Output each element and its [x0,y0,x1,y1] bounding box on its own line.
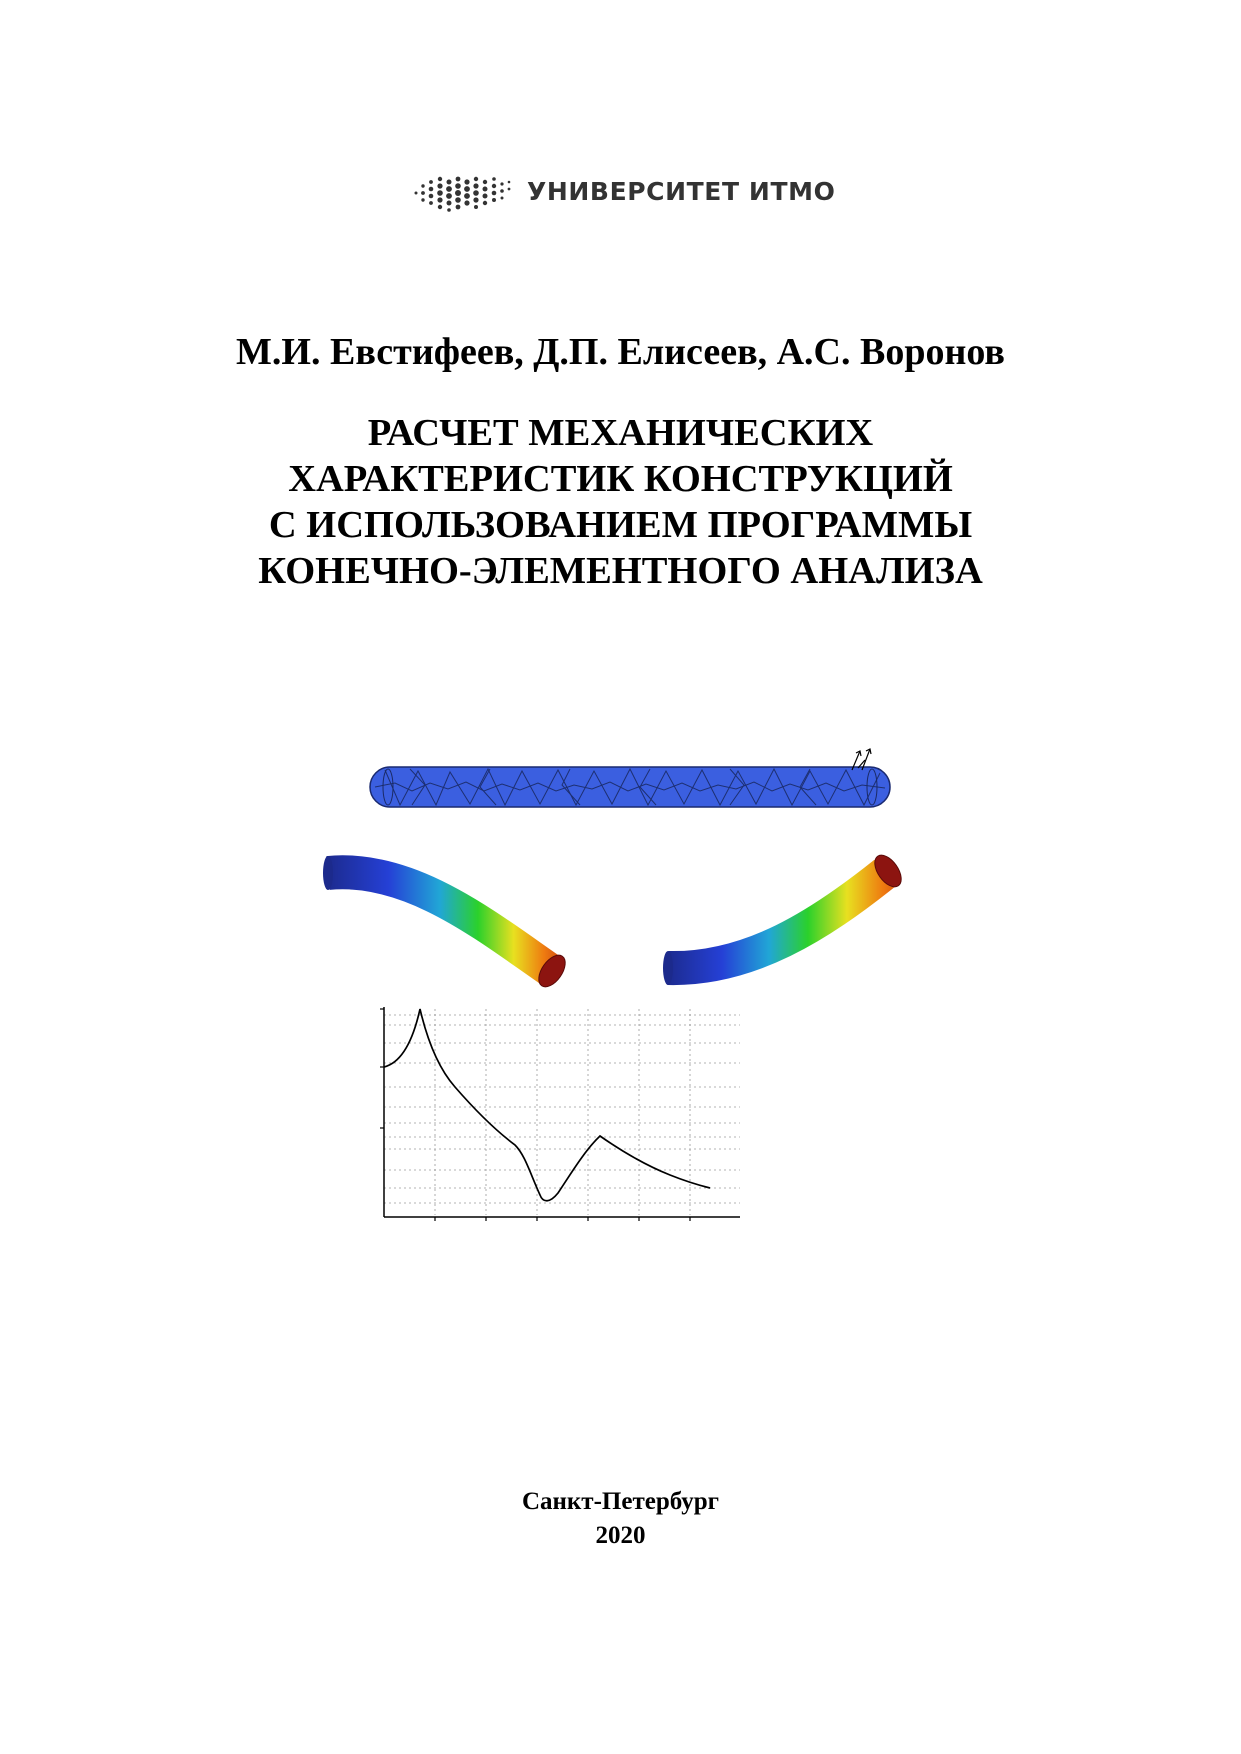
authors-line: М.И. Евстифеев, Д.П. Елисеев, А.С. Воронов [236,331,1005,373]
title-line: С ИСПОЛЬЗОВАНИЕМ ПРОГРАММЫ [268,504,973,546]
bent-beam-right [663,851,907,985]
imprint-year: 2020 [595,1522,646,1549]
meshed-beam [370,749,890,807]
book-title [0,410,1241,594]
imprint-city: Санкт-Петербург [521,1488,720,1515]
title-line: КОНЕЧНО-ЭЛЕМЕНТНОГО АНАЛИЗА [258,550,983,592]
publisher-logo [410,168,840,218]
cover-illustration [300,725,960,1235]
response-curve-plot [380,1007,740,1221]
publisher-name: УНИВЕРСИТЕТ ИТМО [527,177,836,206]
bent-beam-left [323,856,571,991]
itmo-dots-logo-icon [410,168,520,218]
title-line: ХАРАКТЕРИСТИК КОНСТРУКЦИЙ [288,458,953,500]
title-line: РАСЧЕТ МЕХАНИЧЕСКИХ [367,412,874,454]
